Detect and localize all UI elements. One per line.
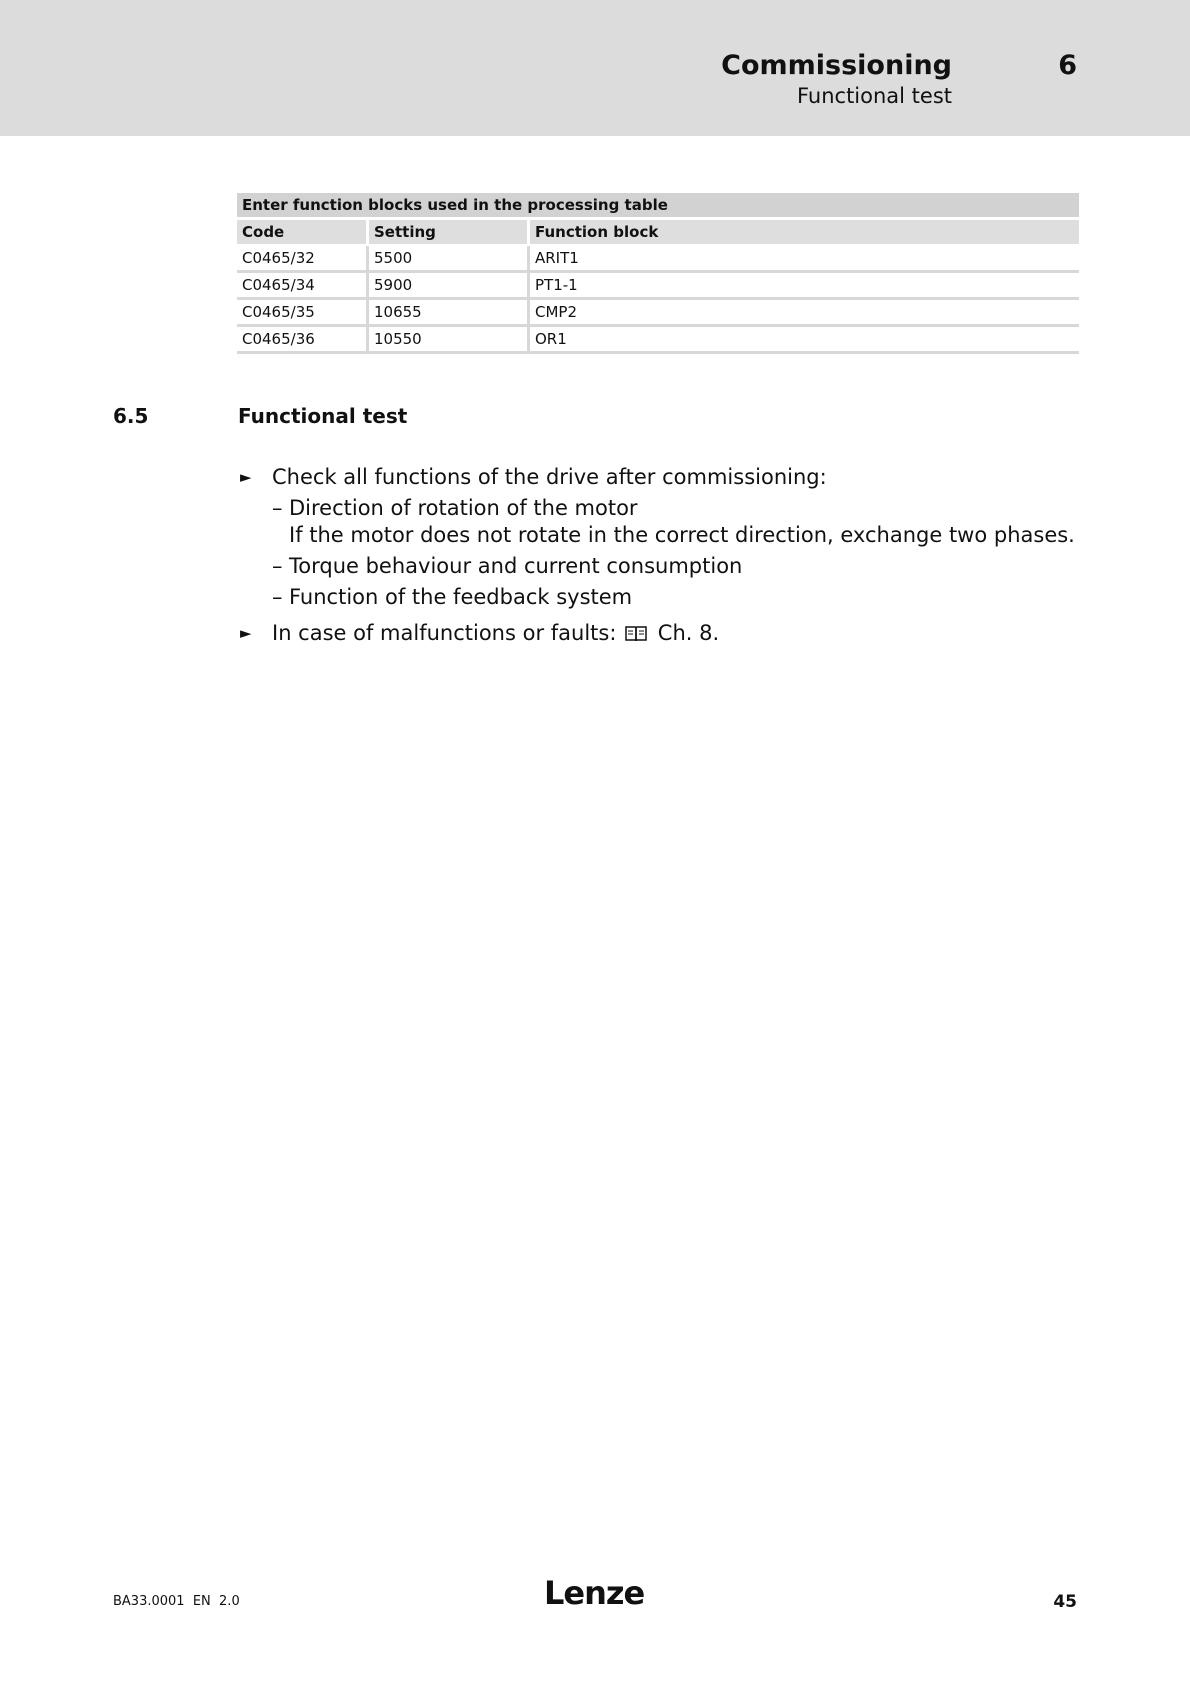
chapter-subtitle: Functional test <box>796 84 952 108</box>
table-header-row <box>237 220 1079 246</box>
cell-function-block: CMP2 <box>527 300 1079 327</box>
cell-function-block: ARIT1 <box>527 246 1079 273</box>
cell-setting: 10655 <box>366 300 527 327</box>
bullet-item <box>238 464 1098 611</box>
chapter-title: Commissioning <box>721 50 952 81</box>
sub-item-text: Direction of rotation of the motor <box>289 496 638 520</box>
document-id: BA33.0001 EN 2.0 <box>113 1594 240 1609</box>
table-row <box>237 327 1079 354</box>
section-number: 6.5 <box>113 404 149 428</box>
table-row <box>237 273 1079 300</box>
page-number: 45 <box>1053 1592 1077 1612</box>
cell-function-block: OR1 <box>527 327 1079 354</box>
sub-item <box>272 553 1098 580</box>
cell-code: C0465/34 <box>237 273 366 300</box>
header-band <box>0 0 1190 136</box>
sub-item <box>272 495 1098 549</box>
column-header-function-block: Function block <box>527 220 1079 246</box>
table-row <box>237 300 1079 327</box>
bullet-text: Check all functions of the drive after commissioning: <box>272 465 827 489</box>
function-block-table <box>237 193 1079 354</box>
column-header-code: Code <box>237 220 366 246</box>
dash-marker: – <box>272 496 283 520</box>
table-caption: Enter function blocks used in the processing table <box>237 193 1079 220</box>
sub-item <box>272 584 1098 611</box>
functional-test-content <box>238 464 1098 650</box>
cell-setting: 5500 <box>366 246 527 273</box>
bullet-item <box>238 620 1098 650</box>
chapter-number: 6 <box>1058 50 1077 81</box>
dash-marker: – <box>272 585 283 609</box>
bullet-marker-icon: ► <box>240 624 252 642</box>
section-title: Functional test <box>238 404 408 428</box>
cell-code: C0465/36 <box>237 327 366 354</box>
cell-setting: 5900 <box>366 273 527 300</box>
cell-setting: 10550 <box>366 327 527 354</box>
dash-marker: – <box>272 554 283 578</box>
cell-function-block: PT1-1 <box>527 273 1079 300</box>
sub-item-text: Torque behaviour and current consumption <box>289 554 743 578</box>
brand-logo: Lenze <box>544 1574 645 1612</box>
cell-code: C0465/35 <box>237 300 366 327</box>
column-header-setting: Setting <box>366 220 527 246</box>
table-caption-row <box>237 193 1079 220</box>
chapter-reference-link[interactable]: Ch. 8. <box>657 621 720 645</box>
book-icon <box>625 623 647 650</box>
sub-item-text: Function of the feedback system <box>289 585 633 609</box>
table-row <box>237 246 1079 273</box>
cell-code: C0465/32 <box>237 246 366 273</box>
bullet-text: In case of malfunctions or faults: <box>272 621 617 645</box>
sub-item-text: If the motor does not rotate in the correct direction, exchange two phases. <box>289 523 1075 547</box>
bullet-marker-icon: ► <box>240 468 252 486</box>
